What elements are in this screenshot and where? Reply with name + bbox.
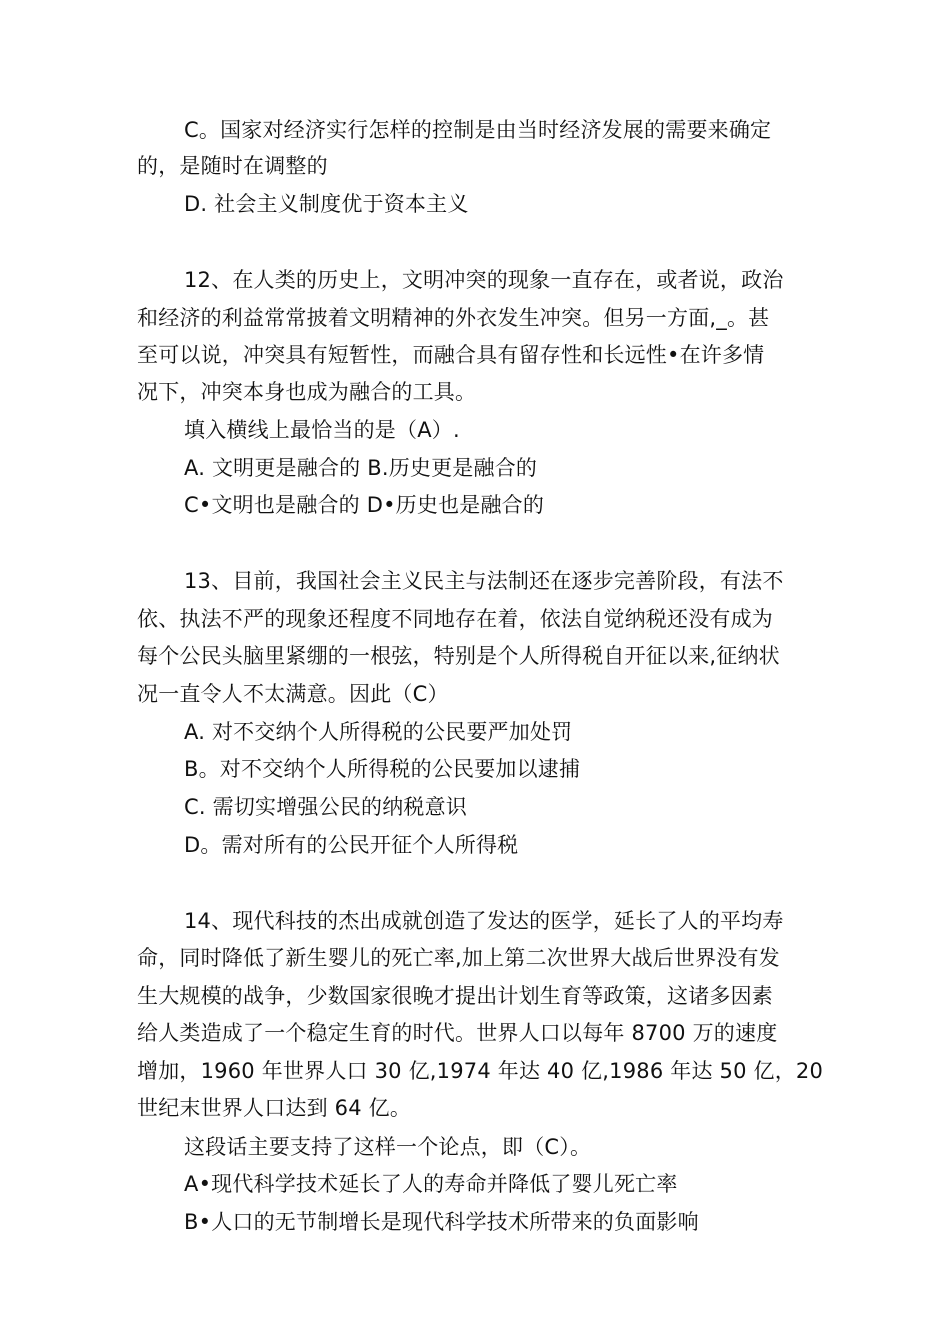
q13-option-d: D。需对所有的公民开征个人所得税 <box>184 833 519 857</box>
q13-stem-line: 依、执法不严的现象还程度不同地存在着，依法自觉纳税还没有成为 <box>137 607 773 631</box>
q13-option-b: B。对不交纳个人所得税的公民要加以逮捕 <box>184 757 581 781</box>
q12-stem-line: 和经济的利益常常披着文明精神的外衣发生冲突。但另一方面,_。甚 <box>137 306 770 330</box>
q14-option-b: B•人口的无节制增长是现代科学技术所带来的负面影响 <box>184 1210 699 1234</box>
q14-stem-line: 生大规模的战争，少数国家很晚才提出计划生育等政策，这诸多因素 <box>137 984 773 1008</box>
q13-stem-line: 况一直令人不太满意。因此（C） <box>137 682 449 706</box>
q12-option-line: C•文明也是融合的 D•历史也是融合的 <box>184 493 545 517</box>
q14-option-a: A•现代科学技术延长了人的寿命并降低了婴儿死亡率 <box>184 1172 678 1196</box>
q13-stem-line: 每个公民头脑里紧绷的一根弦，特别是个人所得税自开征以来,征纳状 <box>137 644 780 668</box>
q14-stem-line: 14、现代科技的杰出成就创造了发达的医学，延长了人的平均寿 <box>184 909 784 933</box>
q11-option-c-line1: C。国家对经济实行怎样的控制是由当时经济发展的需要来确定 <box>184 118 772 142</box>
q14-stem-line: 命，同时降低了新生婴儿的死亡率,加上第二次世界大战后世界没有发 <box>137 946 780 970</box>
q14-stem-line: 增加，1960 年世界人口 30 亿,1974 年达 40 亿,1986 年达 50 亿，20 <box>137 1059 824 1083</box>
q13-stem-line: 13、目前，我国社会主义民主与法制还在逐步完善阶段，有法不 <box>184 569 784 593</box>
q13-option-a: A. 对不交纳个人所得税的公民要严加处罚 <box>184 720 573 744</box>
q14-prompt: 这段话主要支持了这样一个论点，即（C）。 <box>184 1135 592 1159</box>
q11-option-c-line2: 的，是随时在调整的 <box>137 154 328 178</box>
q12-stem-line: 12、在人类的历史上，文明冲突的现象一直存在，或者说，政治 <box>184 268 784 292</box>
q11-option-d: D. 社会主义制度优于资本主义 <box>184 192 469 216</box>
q12-option-line: A. 文明更是融合的 B.历史更是融合的 <box>184 456 538 480</box>
q12-prompt: 填入横线上最恰当的是（A）. <box>184 418 460 442</box>
q12-stem-line: 况下，冲突本身也成为融合的工具。 <box>137 380 477 404</box>
q12-stem-line: 至可以说，冲突具有短暂性，而融合具有留存性和长远性•在许多情 <box>137 343 765 367</box>
q14-stem-line: 世纪末世界人口达到 64 亿。 <box>137 1096 412 1120</box>
q13-option-c: C. 需切实增强公民的纳税意识 <box>184 795 468 819</box>
q14-stem-line: 给人类造成了一个稳定生育的时代。世界人口以每年 8700 万的速度 <box>137 1021 778 1045</box>
